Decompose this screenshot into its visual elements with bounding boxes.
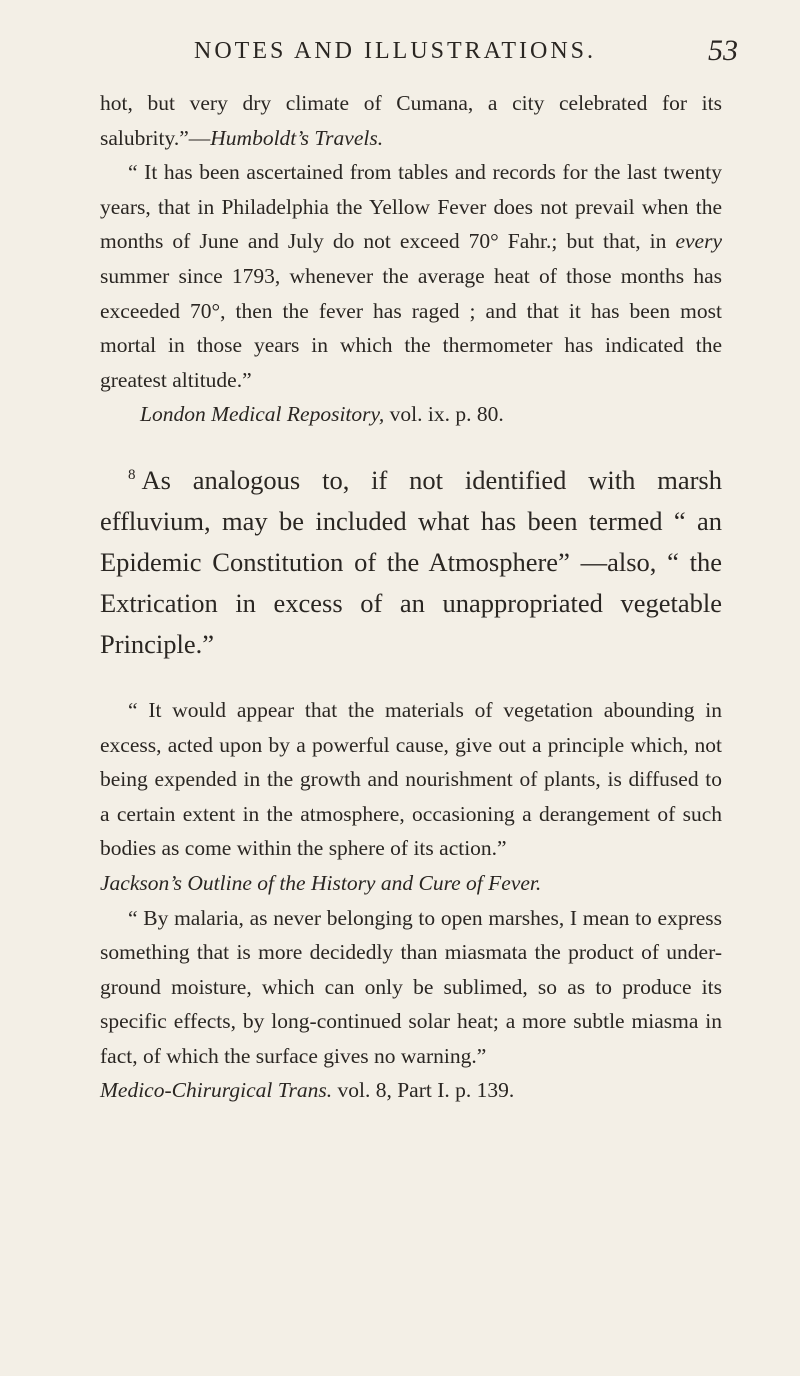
paragraph-malaria	[100, 901, 722, 1074]
citation-medico-chirurgical	[100, 1073, 722, 1108]
emphasis-word: every	[675, 229, 722, 254]
paragraph-text: “ It would appear that the materials of vegetation abounding in excess, acted upon by a powerful cause, give out a principle which, not being expended in the growth and nourishment of plants, is diffused to a certain extent in the atmosphere, occasioning a derangement of such bodies as come within the sphere of its action.”	[100, 697, 722, 861]
paragraph-philadelphia	[100, 155, 722, 397]
quotation-block-2	[100, 693, 722, 1108]
note-8-paragraph	[100, 460, 722, 665]
paragraph-jackson	[100, 693, 722, 866]
citation-ref: vol. ix. p. 80.	[384, 402, 504, 427]
page-header	[80, 34, 738, 74]
note-8	[100, 460, 722, 665]
citation-humboldt: Humboldt’s Travels.	[210, 125, 384, 150]
spacer	[100, 665, 722, 693]
citation-title: Medico-Chirurgical Trans.	[100, 1078, 333, 1103]
page-body	[100, 86, 722, 1108]
citation-title: London Medical Repository,	[140, 402, 385, 427]
paragraph-text: “ By malaria, as never belonging to open marshes, I mean to express something that is more decidedly than miasmata the product of under-ground moisture, which can only be sublimed, so as to produce its specific effects, by long-continued solar heat; a more subtle miasma in fact, of which the surface gives no warning.”	[100, 905, 722, 1068]
note-marker: 8	[128, 467, 136, 484]
running-head: NOTES AND ILLUSTRATIONS.	[194, 38, 596, 64]
paragraph-humboldt	[100, 86, 722, 155]
quotation-block-1	[100, 86, 722, 432]
note-text: As analogous to, if not identified with marsh effluvium, may be included what has been termed “ an Epidemic Constitution of the Atmosphere” —also, “ the Extrication in excess of an unappropriated vegetable Principle.”	[100, 464, 722, 659]
paragraph-text: “ It has been ascertained from tables and records for the last twenty years, that in Philadelphia the Yellow Fever does not prevail when the months of June and July do not exceed 70° Fahr.; but that, in	[100, 160, 722, 254]
citation-london-medical	[100, 397, 722, 432]
citation-title: Jackson’s Outline of the History and Cure of Fever.	[100, 870, 542, 895]
paragraph-text: hot, but very dry climate of Cumana, a city celebrated for its salubrity.”—	[100, 91, 722, 150]
citation-ref: vol. 8, Part I. p. 139.	[332, 1078, 515, 1103]
paragraph-text: summer since 1793, whenever the average heat of those months has exceeded 70°, then the fever has raged ; and that it has been most mortal in those years in which the thermometer has indicated the greatest altitude.”	[100, 263, 722, 392]
citation-jackson	[100, 866, 722, 901]
page-number: 53	[708, 34, 738, 67]
